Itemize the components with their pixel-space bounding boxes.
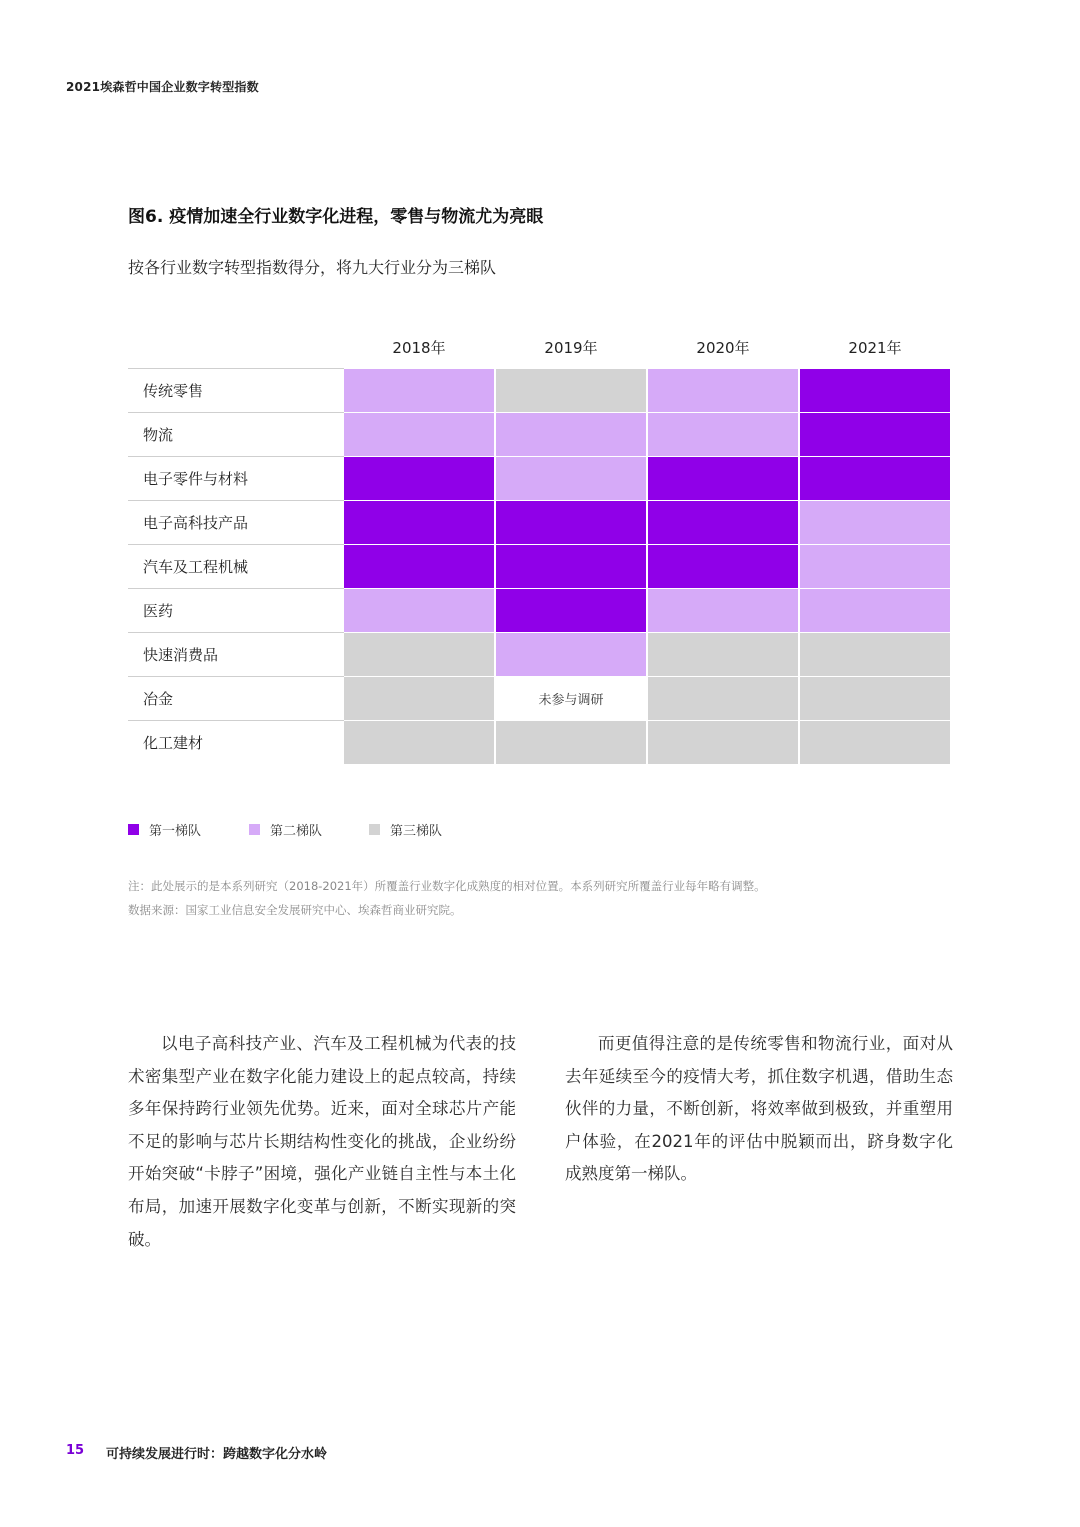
legend-swatch <box>128 824 139 835</box>
legend-swatch <box>249 824 260 835</box>
footer-title: 可持续发展进行时：跨越数字化分水岭 <box>106 1447 328 1462</box>
heatmap-cell <box>344 501 494 544</box>
industry-label: 化工建材 <box>143 734 204 752</box>
heatmap-cell <box>800 457 950 500</box>
year-header: 2020年 <box>696 339 750 357</box>
heatmap-cell <box>648 545 798 588</box>
page-number: 15 <box>66 1443 85 1458</box>
heatmap-cell <box>496 721 646 764</box>
heatmap-cell <box>648 677 798 720</box>
year-header: 2021年 <box>848 339 902 357</box>
heatmap-cell <box>496 413 646 456</box>
heatmap-cell <box>648 633 798 676</box>
heatmap-cell <box>344 677 494 720</box>
heatmap-cell <box>800 677 950 720</box>
industry-label: 物流 <box>143 426 174 444</box>
heatmap-cell <box>800 413 950 456</box>
industry-label: 传统零售 <box>143 382 204 400</box>
heatmap-cell <box>496 369 646 412</box>
heatmap-cell <box>344 721 494 764</box>
legend-label: 第三梯队 <box>390 824 443 839</box>
year-header: 2019年 <box>544 339 598 357</box>
legend-item <box>128 820 201 839</box>
heatmap-cell <box>648 413 798 456</box>
industry-label: 冶金 <box>143 690 174 708</box>
industry-label: 电子零件与材料 <box>143 470 249 488</box>
heatmap-cell <box>344 633 494 676</box>
heatmap-cell <box>800 633 950 676</box>
chart-note: 注：此处展示的是本系列研究（2018-2021年）所覆盖行业数字化成熟度的相对位置。本系列研究所覆盖行业每年略有调整。 <box>128 879 766 893</box>
not-surveyed-cell: 未参与调研 <box>496 677 646 720</box>
heatmap-cell <box>800 545 950 588</box>
heatmap-cell <box>344 457 494 500</box>
legend-label: 第二梯队 <box>270 824 323 839</box>
body-paragraph-left: 以电子高科技产业、汽车及工程机械为代表的技术密集型产业在数字化能力建设上的起点较高，持续多年保持跨行业领先优势。近来，面对全球芯片产能不足的影响与芯片长期结构性变化的挑战，企业纷纷开始突破“卡脖子”困境，强化产业链自主性与本土化布局，加速开展数字化变革与创新，不断实现新的突破。 <box>128 1034 516 1249</box>
heatmap-cell <box>344 589 494 632</box>
heatmap-cell <box>800 589 950 632</box>
figure-title: 图6. 疫情加速全行业数字化进程，零售与物流尤为亮眼 <box>128 207 544 227</box>
heatmap-cell <box>648 501 798 544</box>
heatmap-cell <box>344 369 494 412</box>
document-header-title: 2021埃森哲中国企业数字转型指数 <box>66 80 259 94</box>
chart-source: 数据来源：国家工业信息安全发展研究中心、埃森哲商业研究院。 <box>128 903 462 917</box>
industry-label: 电子高科技产品 <box>143 514 249 532</box>
heatmap-cell <box>648 457 798 500</box>
legend-swatch <box>369 824 380 835</box>
heatmap-cell <box>800 369 950 412</box>
heatmap-cell <box>648 589 798 632</box>
heatmap-cell <box>496 501 646 544</box>
industry-label: 汽车及工程机械 <box>143 558 249 576</box>
year-header: 2018年 <box>392 339 446 357</box>
heatmap-cell <box>496 457 646 500</box>
heatmap-cell <box>496 633 646 676</box>
heatmap-cell <box>800 501 950 544</box>
heatmap-cell <box>344 413 494 456</box>
heatmap-cell <box>648 721 798 764</box>
heatmap-cell <box>344 545 494 588</box>
legend-label: 第一梯队 <box>149 824 202 839</box>
industry-label: 快速消费品 <box>143 646 219 664</box>
heatmap-cell <box>496 545 646 588</box>
legend-item <box>249 820 322 839</box>
heatmap-cell <box>648 369 798 412</box>
heatmap-cell <box>496 589 646 632</box>
body-paragraph-right: 而更值得注意的是传统零售和物流行业，面对从去年延续至今的疫情大考，抓住数字机遇，借助生态伙伴的力量，不断创新，将效率做到极致，并重塑用户体验，在2021年的评估中脱颖而出，跻身数字化成熟度第一梯队。 <box>565 1034 953 1184</box>
industry-label: 医药 <box>143 602 174 620</box>
legend-item <box>369 820 442 839</box>
figure-subtitle: 按各行业数字转型指数得分，将九大行业分为三梯队 <box>128 258 497 277</box>
heatmap-cell <box>800 721 950 764</box>
